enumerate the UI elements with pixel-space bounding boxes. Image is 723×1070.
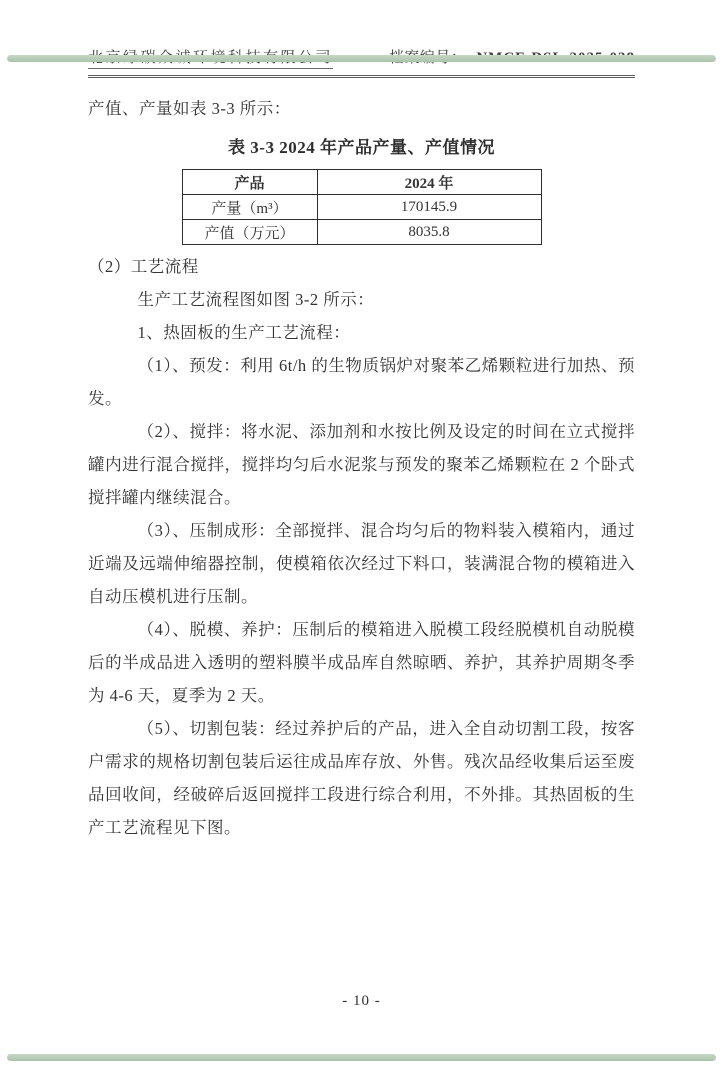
process-step-2: （2）、搅拌：将水泥、添加剂和水按比例及设定的时间在立式搅拌罐内进行混合搅拌，搅拌均匀后水泥浆与预发的聚苯乙烯颗粒在 2 个卧式搅拌罐内继续混合。 (88, 422, 635, 507)
table-header-row (182, 170, 541, 195)
table-row (182, 195, 541, 220)
production-table (182, 169, 542, 245)
table-header-product: 产品 (182, 170, 317, 195)
process-heading: 1、热固板的生产工艺流程： (137, 323, 351, 342)
document-header (88, 46, 635, 78)
process-section (0, 250, 723, 844)
table-header-year: 2024 年 (317, 170, 541, 195)
flow-intro: 生产工艺流程图如图 3-2 所示： (137, 290, 375, 309)
intro-paragraph: 产值、产量如表 3-3 所示： (88, 99, 291, 118)
process-step-4: （4）、脱模、养护：压制后的模箱进入脱模工段经脱模机自动脱模后的半成品进入透明的塑料膜半成品库自然晾晒、养护，其养护周期冬季为 4-6 天，夏季为 2 天。 (88, 620, 635, 705)
process-step-5: （5）、切割包装：经过养护后的产品，进入全自动切割工段，按客户需求的规格切割包装后运往成品库存放、外售。残次品经收集后运至废品回收间，经破碎后返回搅拌工段进行综合利用，不外排。其热固板的生产工艺流程见下图。 (88, 719, 635, 837)
process-step-3: （3）、压制成形：全部搅拌、混合均匀后的物料装入模箱内，通过近端及远端伸缩器控制，使模箱依次经过下料口，装满混合物的模箱进入自动压模机进行压制。 (88, 521, 635, 606)
table-cell-output-label: 产量（m³） (182, 195, 317, 220)
table-cell-output-value: 170145.9 (317, 195, 541, 220)
process-step-1: （1）、预发：利用 6t/h 的生物质锅炉对聚苯乙烯颗粒进行加热、预发。 (88, 356, 635, 408)
table-cell-value-label: 产值（万元） (182, 220, 317, 245)
table-cell-value-value: 8035.8 (317, 220, 541, 245)
table-row (182, 220, 541, 245)
top-border-bar (7, 55, 716, 62)
table-title: 表 3-3 2024 年产品产量、产值情况 (228, 138, 495, 157)
section-heading: （2）工艺流程 (88, 257, 199, 276)
bottom-border-bar (7, 1054, 716, 1061)
page-number: - 10 - (342, 993, 381, 1009)
